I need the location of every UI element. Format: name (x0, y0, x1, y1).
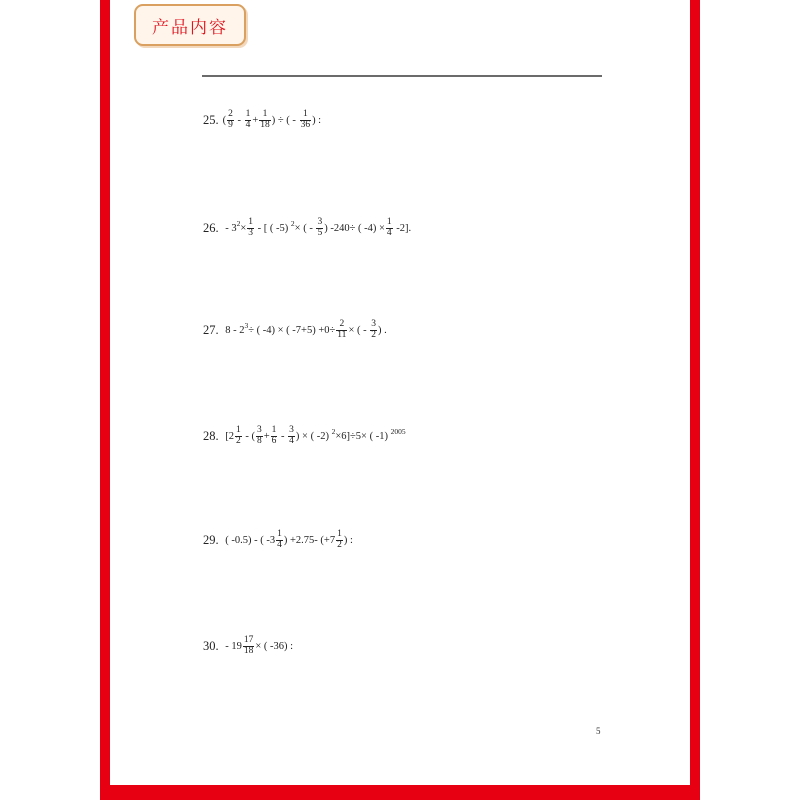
fraction (288, 426, 295, 446)
fraction-denominator: 2 (371, 329, 376, 340)
product-content-badge (134, 4, 246, 46)
math-text: ) . (377, 324, 387, 336)
math-text: × (240, 222, 247, 234)
math-text: ÷ ( -4) × ( -7+5) +0÷ (248, 324, 336, 336)
fraction-denominator: 36 (300, 119, 311, 130)
math-text: + (252, 114, 259, 126)
problem-number: 25. (203, 112, 219, 127)
fraction (227, 110, 234, 130)
math-text: ×6]÷5× ( -1) (335, 430, 391, 442)
fraction-denominator: 18 (243, 645, 254, 656)
problem-30 (203, 636, 293, 656)
fraction (259, 110, 271, 130)
badge-label: 产品内容 (152, 17, 228, 38)
fraction (235, 426, 242, 446)
red-frame-right (690, 0, 700, 800)
fraction-denominator: 6 (271, 435, 277, 446)
fraction-denominator: 9 (228, 119, 233, 130)
math-text: - 3 (222, 222, 237, 234)
problem-number: 29. (203, 532, 219, 547)
problem-29 (203, 530, 353, 550)
fraction-denominator: 11 (337, 329, 347, 340)
exponent: 2005 (390, 426, 406, 436)
fraction-denominator: 18 (260, 119, 270, 130)
fraction-numerator: 1 (262, 109, 268, 119)
problem-number: 27. (203, 322, 219, 337)
exponent: 2 (290, 218, 295, 228)
fraction-denominator: 4 (386, 227, 392, 238)
fraction-numerator: 1 (248, 217, 254, 227)
page-number: 5 (596, 726, 601, 736)
fraction-denominator: 4 (289, 435, 294, 446)
problem-27 (203, 320, 387, 340)
red-frame-left (100, 0, 110, 800)
fraction (386, 218, 393, 238)
math-text: - 19 (222, 640, 242, 652)
exponent: 3 (244, 320, 249, 330)
problem-number: 30. (203, 638, 219, 653)
problem-expression (223, 320, 387, 340)
math-text: 8 - 2 (222, 324, 245, 336)
fraction (336, 320, 347, 340)
math-text: - (278, 430, 288, 442)
fraction-denominator: 5 (317, 227, 323, 238)
math-text: + (263, 430, 270, 442)
math-text: -2]. (393, 222, 412, 234)
exponent: 2 (331, 426, 336, 436)
fraction (336, 530, 343, 550)
math-text: ( -0.5) - ( -3 (222, 534, 276, 546)
problem-expression (223, 218, 412, 238)
fraction-denominator: 8 (257, 435, 262, 446)
math-text: - [ ( -5) (255, 222, 291, 234)
fraction-numerator: 1 (277, 529, 282, 539)
fraction-numerator: 3 (257, 425, 262, 435)
fraction-denominator: 3 (248, 227, 254, 238)
math-text: - ( (242, 430, 255, 442)
problem-number: 28. (203, 428, 219, 443)
problem-expression (223, 530, 353, 550)
fraction-denominator: 4 (245, 119, 251, 130)
math-text: ) -240÷ ( -4) × (324, 222, 385, 234)
red-frame-bottom (100, 785, 700, 800)
fraction-numerator: 3 (289, 425, 294, 435)
fraction-numerator: 1 (245, 109, 251, 119)
fraction-numerator: 17 (243, 635, 254, 645)
fraction (300, 110, 312, 130)
fraction-denominator: 2 (337, 539, 342, 550)
header-rule (202, 75, 602, 77)
fraction (243, 636, 255, 656)
fraction (370, 320, 377, 340)
problem-28 (203, 426, 406, 446)
fraction (256, 426, 263, 446)
fraction (316, 218, 323, 238)
problem-expression (223, 636, 293, 656)
fraction (245, 110, 252, 130)
math-text: ( (222, 114, 227, 126)
math-text: × ( -36) : (255, 640, 294, 652)
fraction (247, 218, 254, 238)
problem-number: 26. (203, 220, 219, 235)
fraction-denominator: 4 (277, 539, 282, 550)
math-text: ) × ( -2) (295, 430, 332, 442)
math-text: × ( - (294, 222, 316, 234)
fraction-numerator: 3 (317, 217, 323, 227)
fraction-numerator: 3 (371, 319, 376, 329)
fraction (271, 426, 278, 446)
math-text: × ( - (348, 324, 370, 336)
math-text: ) : (312, 114, 322, 126)
fraction (276, 530, 283, 550)
problem-26 (203, 218, 411, 238)
fraction-numerator: 1 (386, 217, 392, 227)
math-text: [2 (222, 430, 234, 442)
fraction-numerator: 1 (236, 425, 241, 435)
math-text: ) ÷ ( - (271, 114, 299, 126)
problem-expression (223, 426, 406, 446)
fraction-numerator: 1 (302, 109, 308, 119)
math-text: ) +2.75- (+7 (283, 534, 336, 546)
exponent: 2 (236, 218, 241, 228)
math-text: - (234, 114, 244, 126)
fraction-numerator: 2 (339, 319, 345, 329)
fraction-numerator: 1 (337, 529, 342, 539)
fraction-numerator: 2 (228, 109, 233, 119)
problem-25 (203, 110, 321, 130)
fraction-denominator: 2 (236, 435, 241, 446)
problem-expression (223, 110, 321, 130)
math-text: ) : (343, 534, 353, 546)
fraction-numerator: 1 (271, 425, 277, 435)
